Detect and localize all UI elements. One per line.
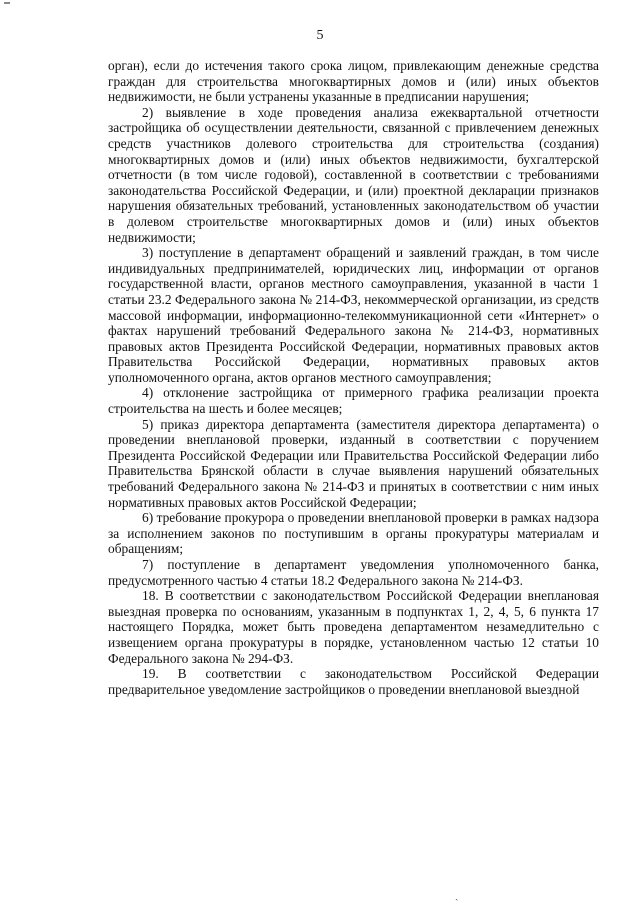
paragraph-section-18: 18. В соответствии с законодательством Российской Федерации внеплановая выездная проверка по основаниям, указанным в подпунктах 1, 2, 4, 5, 6 пункта 17 настоящего Порядка, может быть проведена департаментом незамедлительно с извещением органа прокуратуры в порядке, установленном частью 12 статьи 10 Федерального закона № 294-ФЗ. xyxy=(108,588,599,666)
page-number: 5 xyxy=(316,28,324,43)
paragraph-item-5: 5) приказ директора департамента (заместителя директора департамента) о проведении внеплановой проверки, изданный в соответствии с поручением Президента Российской Федерации или Правительства Российской Федерации либо Правительства Брянской области в случае выявления нарушений обязательных требований Федерального закона № 214-ФЗ и принятых в соответствии с ним иных нормативных правовых актов Российской Федерации; xyxy=(108,416,599,510)
paragraph-item-6: 6) требование прокурора о проведении внеплановой проверки в рамках надзора за исполнением законов по поступившим в органы прокуратуры материалам и обращениям; xyxy=(108,510,599,557)
paragraph-item-4: 4) отклонение застройщика от примерного графика реализации проекта строительства на шесть и более месяцев; xyxy=(108,385,599,417)
scan-mark-bottom: ˎ xyxy=(455,890,459,901)
scan-mark xyxy=(4,2,10,4)
paragraph-item-7: 7) поступление в департамент уведомления уполномоченного банка, предусмотренного частью 4 статьи 18.2 Федерального закона № 214-ФЗ. xyxy=(108,557,599,588)
paragraph-item-2: 2) выявление в ходе проведения анализа ежеквартальной отчетности застройщика об осуществлении деятельности, связанной с привлечением денежных средств участников долевого строительства для строительства (создания) многоквартирных домов и (или) иных объектов недвижимости, бухгалтерской отчетности (в том числе годовой), составленной в соответствии с требованиями законодательства Российской Федерации, и (или) проектной декларации признаков нарушения обязательных требований, установленных законодательством об участии в долевом строительстве многоквартирных домов и (или) иных объектов недвижимости; xyxy=(108,104,599,245)
paragraph-section-19: 19. В соответствии с законодательством Российской Федерации предварительное уведомление застройщиков о проведении внеплановой выездной xyxy=(108,666,599,697)
paragraph-item-3: 3) поступление в департамент обращений и заявлений граждан, в том числе индивидуальных предпринимателей, юридических лиц, информации от органов государственной власти, органов местного самоуправления, указанной в части 1 статьи 23.2 Федерального закона № 214-ФЗ, некоммерческой организации, из средств массовой информации, информационно-телекоммуникационной сети «Интернет» о фактах нарушений требований Федерального закона № 214-ФЗ, нормативных правовых актов Президента Российской Федерации, нормативных правовых актов Правительства Российской Федерации, нормативных правовых актов уполномоченного органа, актов органов местного самоуправления; xyxy=(108,245,599,385)
paragraph-continuation: орган), если до истечения такого срока лицом, привлекающим денежные средства граждан для строительства многоквартирных домов и (или) иных объектов недвижимости, не были устранены указанные в предписании нарушения; xyxy=(108,58,599,105)
document-body xyxy=(108,58,599,697)
